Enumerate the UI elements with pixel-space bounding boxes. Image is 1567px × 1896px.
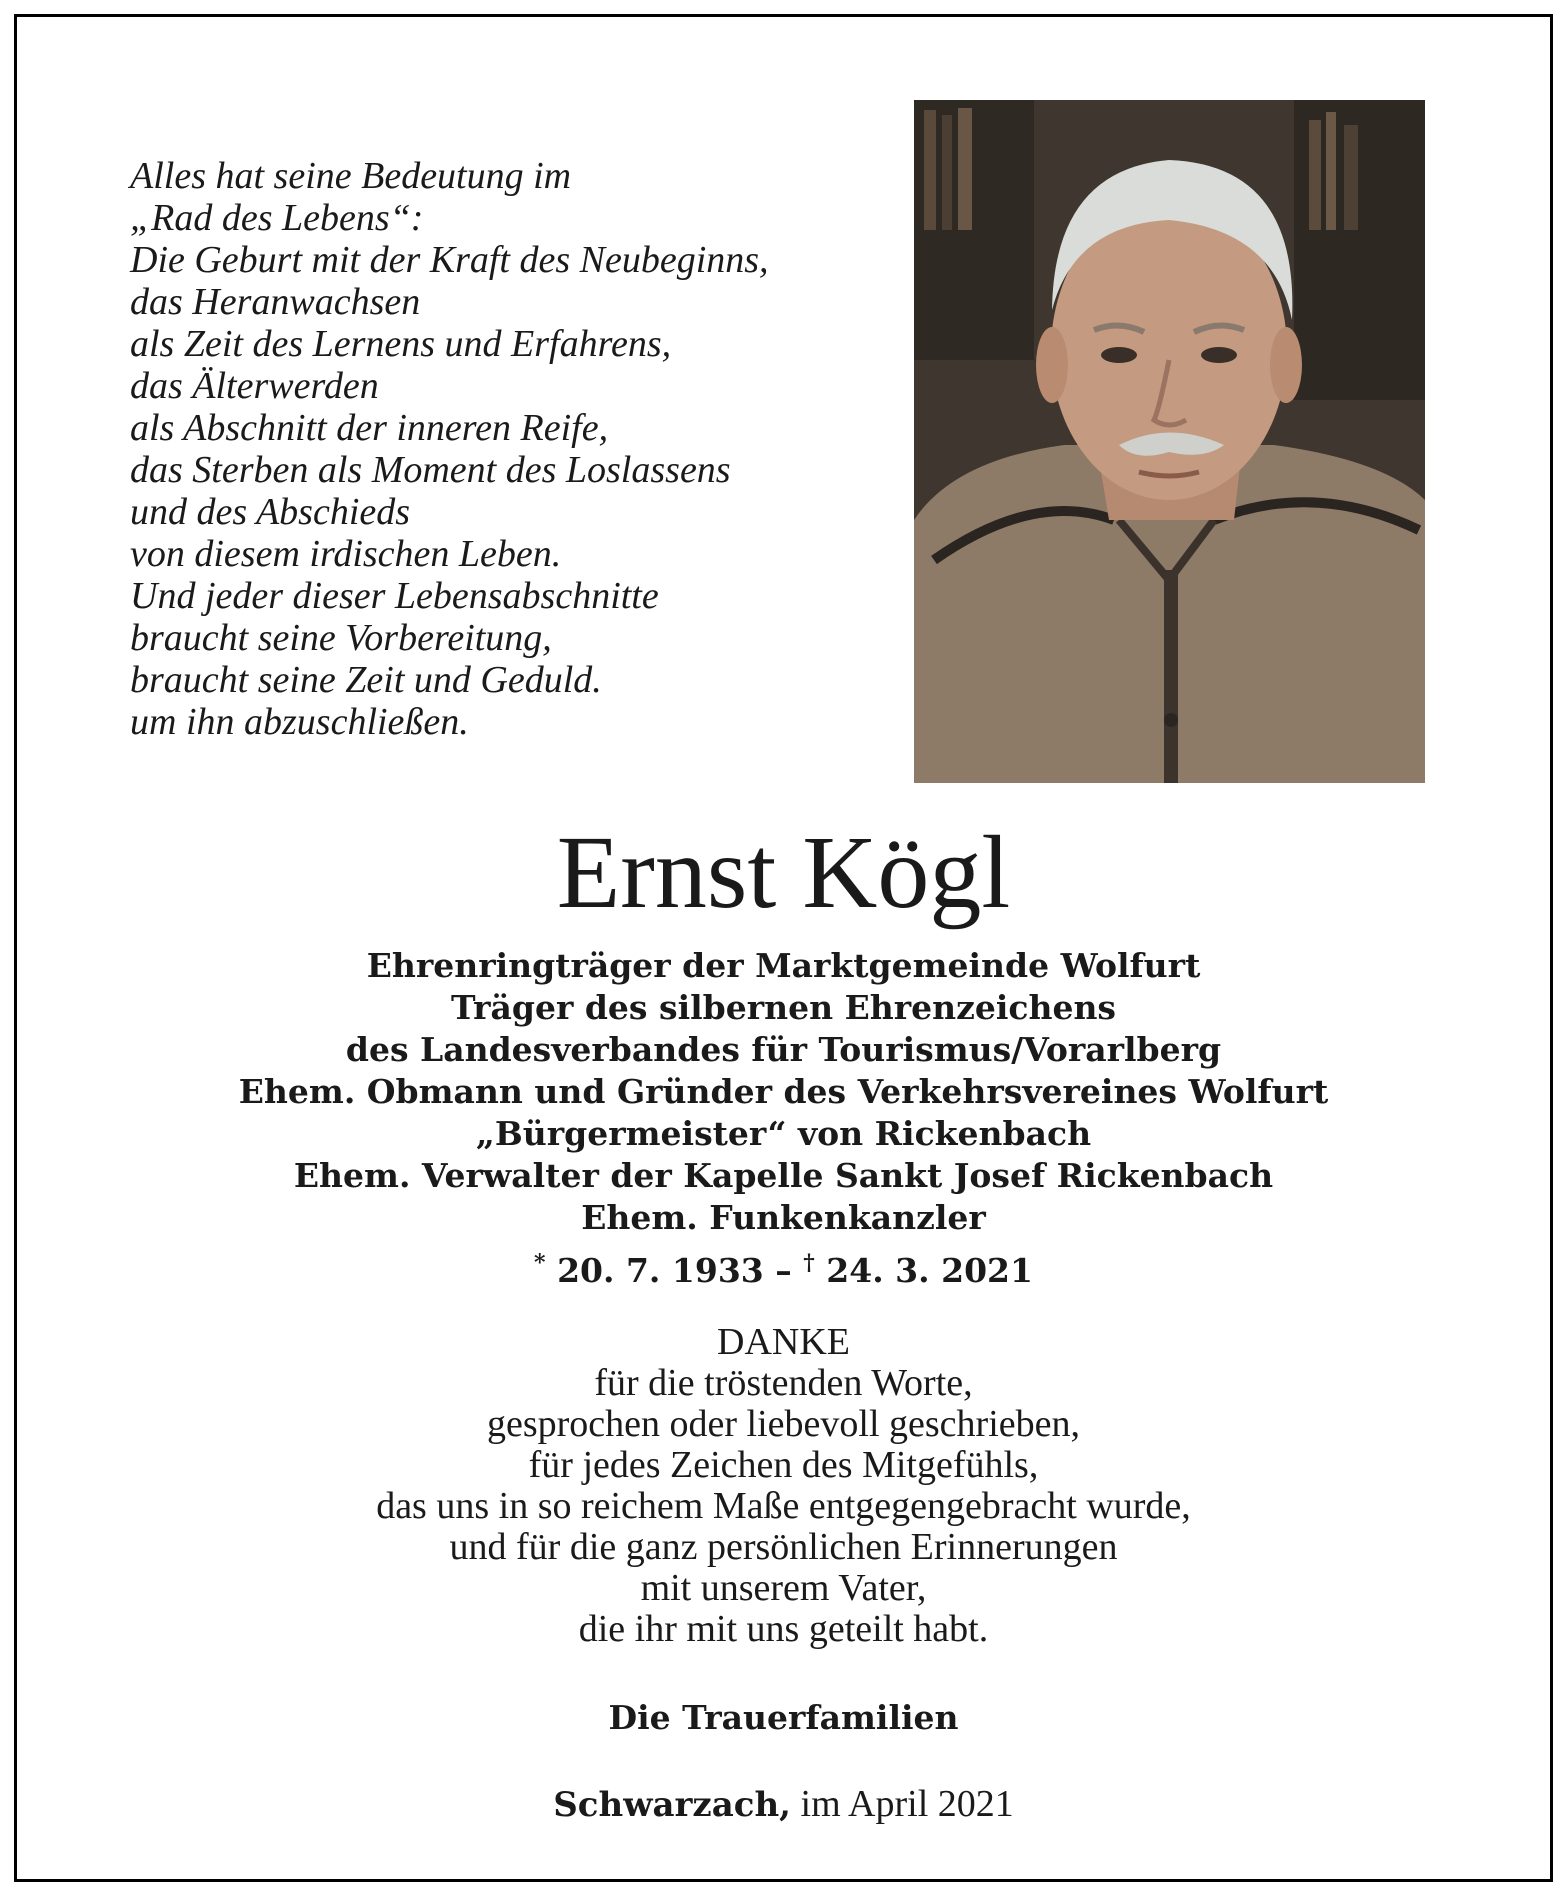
honor-line: Ehrenringträger der Marktgemeinde Wolfurt xyxy=(366,946,1201,985)
death-date: 24. 3. 2021 xyxy=(826,1251,1033,1290)
birth-date: 20. 7. 1933 xyxy=(557,1251,764,1290)
thanks-line: für jedes Zeichen des Mitgefühls, xyxy=(528,1444,1039,1486)
portrait-illustration xyxy=(914,100,1425,783)
thanks-line: für die tröstenden Worte, xyxy=(594,1362,973,1404)
date-line: im April 2021 xyxy=(800,1783,1014,1825)
honor-line: Ehem. Funkenkanzler xyxy=(581,1198,986,1237)
portrait-photo xyxy=(914,100,1425,783)
deceased-name: Ernst Kögl xyxy=(556,815,1011,930)
poem-line: braucht seine Zeit und Geduld. xyxy=(130,659,602,701)
thanks-text xyxy=(0,1322,1567,1650)
poem-line: Und jeder dieser Lebensabschnitte xyxy=(130,575,659,617)
poem-line: „Rad des Lebens“: xyxy=(130,197,424,239)
poem-line: Alles hat seine Bedeutung im xyxy=(130,155,572,197)
poem-line: und des Abschieds xyxy=(130,491,411,533)
honor-line: des Landesverbandes für Tourismus/Vorarlberg xyxy=(345,1030,1222,1069)
place-date-line xyxy=(0,1782,1567,1826)
place: Schwarzach, xyxy=(553,1785,792,1825)
poem-line: als Zeit des Lernens und Erfahrens, xyxy=(130,323,672,365)
honors-list xyxy=(0,945,1567,1239)
poem-line: das Älterwerden xyxy=(130,365,379,407)
honor-line: „Bürgermeister“ von Rickenbach xyxy=(475,1114,1092,1153)
poem-line: von diesem irdischen Leben. xyxy=(130,533,562,575)
poem-line: braucht seine Vorbereitung, xyxy=(130,617,552,659)
thanks-line: DANKE xyxy=(717,1321,850,1363)
honor-line: Ehem. Obmann und Gründer des Verkehrsvereines Wolfurt xyxy=(238,1072,1329,1111)
death-symbol: † xyxy=(803,1250,815,1276)
poem-line: Die Geburt mit der Kraft des Neubeginns, xyxy=(130,239,769,281)
thanks-line: das uns in so reichem Maße entgegengebracht wurde, xyxy=(376,1485,1191,1527)
honor-line: Träger des silbernen Ehrenzeichens xyxy=(450,988,1117,1027)
life-dates xyxy=(0,1242,1567,1292)
poem xyxy=(130,155,769,743)
poem-line: das Sterben als Moment des Loslassens xyxy=(130,449,731,491)
poem-line: das Heranwachsen xyxy=(130,281,421,323)
poem-line: um ihn abzuschließen. xyxy=(130,701,469,743)
signature: Die Trauerfamilien xyxy=(608,1698,959,1737)
honor-line: Ehem. Verwalter der Kapelle Sankt Josef Rickenbach xyxy=(293,1156,1274,1195)
thanks-line: mit unserem Vater, xyxy=(640,1567,927,1609)
poem-line: als Abschnitt der inneren Reife, xyxy=(130,407,609,449)
thanks-line: gesprochen oder liebevoll geschrieben, xyxy=(487,1403,1080,1445)
thanks-line: die ihr mit uns geteilt habt. xyxy=(578,1608,989,1650)
birth-symbol: * xyxy=(534,1250,546,1276)
date-separator: – xyxy=(775,1251,792,1290)
thanks-line: und für die ganz persönlichen Erinnerungen xyxy=(449,1526,1118,1568)
